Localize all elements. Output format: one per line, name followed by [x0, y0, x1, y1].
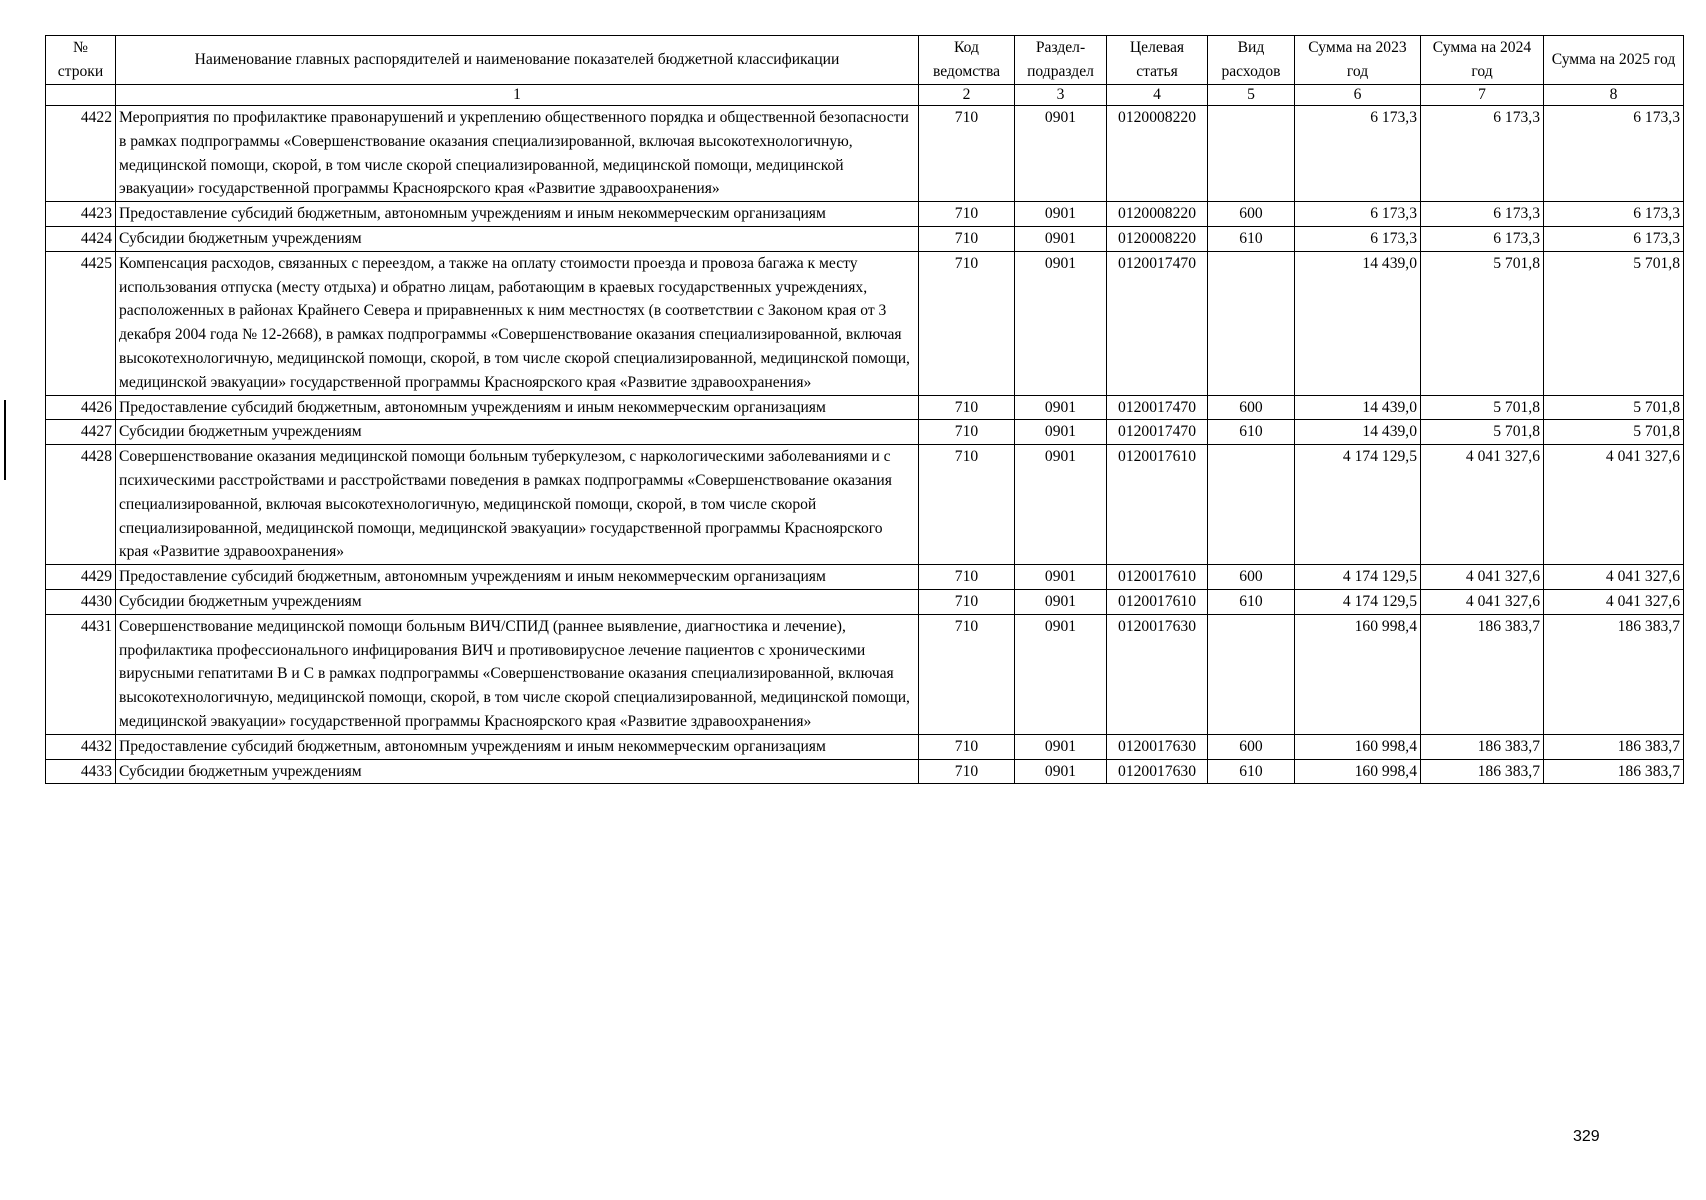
column-number: 5	[1208, 85, 1295, 106]
row-department-code: 710	[919, 251, 1015, 395]
column-number: 1	[116, 85, 919, 106]
row-name: Компенсация расходов, связанных с переездом, а также на оплату стоимости проезда и провоза багажа к месту использования отпуска (месту отдыха) и обратно лицам, работающим в краевых государственных учреждениях, расположенных в районах Крайнего Севера и приравненных к ним местностях (в соответствии с Законом края от 3 декабря 2004 года № 12-2668), в рамках подпрограммы «Совершенствование оказания специализированной, включая высокотехнологичную, медицинской помощи, скорой, в том числе скорой специализированной, медицинской помощи, медицинской эвакуации» государственной программы Красноярского края «Развитие здравоохранения»	[116, 251, 919, 395]
row-department-code: 710	[919, 734, 1015, 759]
row-sum-2023: 160 998,4	[1295, 614, 1421, 734]
row-number: 4431	[46, 614, 116, 734]
row-expense-kind	[1208, 445, 1295, 565]
row-sum-2024: 186 383,7	[1421, 734, 1544, 759]
row-department-code: 710	[919, 759, 1015, 784]
row-name: Субсидии бюджетным учреждениям	[116, 759, 919, 784]
row-sum-2025: 4 041 327,6	[1544, 565, 1684, 590]
header-sum-2023: Сумма на 2023 год	[1295, 36, 1421, 85]
column-number: 4	[1107, 85, 1208, 106]
row-section: 0901	[1015, 106, 1107, 202]
row-sum-2023: 6 173,3	[1295, 202, 1421, 227]
row-number: 4426	[46, 395, 116, 420]
row-department-code: 710	[919, 202, 1015, 227]
row-name: Предоставление субсидий бюджетным, автономным учреждениям и иным некоммерческим организациям	[116, 734, 919, 759]
row-department-code: 710	[919, 614, 1015, 734]
table-row	[46, 734, 1684, 759]
header-row	[46, 36, 1684, 85]
row-sum-2024: 5 701,8	[1421, 395, 1544, 420]
row-name: Мероприятия по профилактике правонарушений и укреплению общественного порядка и общественной безопасности в рамках подпрограммы «Совершенствование оказания специализированной, включая высокотехнологичную, медицинской помощи, скорой, в том числе скорой специализированной, медицинской помощи, медицинской эвакуации» государственной программы Красноярского края «Развитие здравоохранения»	[116, 106, 919, 202]
row-sum-2025: 6 173,3	[1544, 202, 1684, 227]
row-expense-kind	[1208, 614, 1295, 734]
row-name: Предоставление субсидий бюджетным, автономным учреждениям и иным некоммерческим организациям	[116, 395, 919, 420]
row-sum-2023: 4 174 129,5	[1295, 589, 1421, 614]
header-name: Наименование главных распорядителей и наименование показателей бюджетной классификации	[116, 36, 919, 85]
row-sum-2025: 186 383,7	[1544, 614, 1684, 734]
column-number: 2	[919, 85, 1015, 106]
table-row	[46, 395, 1684, 420]
table-row	[46, 106, 1684, 202]
row-target-article: 0120017470	[1107, 395, 1208, 420]
row-department-code: 710	[919, 565, 1015, 590]
row-target-article: 0120008220	[1107, 226, 1208, 251]
row-number: 4427	[46, 420, 116, 445]
row-section: 0901	[1015, 251, 1107, 395]
row-target-article: 0120017630	[1107, 759, 1208, 784]
row-expense-kind: 600	[1208, 202, 1295, 227]
row-target-article: 0120017610	[1107, 565, 1208, 590]
column-number: 6	[1295, 85, 1421, 106]
header-kind: Вид расходов	[1208, 36, 1295, 85]
table-row	[46, 445, 1684, 565]
row-department-code: 710	[919, 420, 1015, 445]
row-expense-kind: 600	[1208, 395, 1295, 420]
row-expense-kind: 610	[1208, 420, 1295, 445]
table-row	[46, 589, 1684, 614]
row-number: 4424	[46, 226, 116, 251]
row-number: 4432	[46, 734, 116, 759]
row-section: 0901	[1015, 614, 1107, 734]
row-sum-2024: 5 701,8	[1421, 420, 1544, 445]
row-department-code: 710	[919, 226, 1015, 251]
row-sum-2024: 6 173,3	[1421, 226, 1544, 251]
row-sum-2025: 4 041 327,6	[1544, 445, 1684, 565]
row-name: Совершенствование медицинской помощи больным ВИЧ/СПИД (раннее выявление, диагностика и лечение), профилактика профессионального инфицирования ВИЧ и противовирусное лечение пациентов с хроническими вирусными гепатитами В и С в рамках подпрограммы «Совершенствование оказания специализированной, включая высокотехнологичную, медицинской помощи, скорой, в том числе скорой специализированной, медицинской помощи, медицинской эвакуации» государственной программы Красноярского края «Развитие здравоохранения»	[116, 614, 919, 734]
row-section: 0901	[1015, 226, 1107, 251]
row-sum-2025: 4 041 327,6	[1544, 589, 1684, 614]
header-sum-2024: Сумма на 2024 год	[1421, 36, 1544, 85]
row-department-code: 710	[919, 445, 1015, 565]
row-sum-2024: 4 041 327,6	[1421, 589, 1544, 614]
margin-mark	[4, 400, 6, 480]
row-number: 4428	[46, 445, 116, 565]
row-sum-2023: 160 998,4	[1295, 759, 1421, 784]
budget-sheet	[45, 35, 1683, 784]
column-number: 7	[1421, 85, 1544, 106]
header-code: Код ведомства	[919, 36, 1015, 85]
table-row	[46, 420, 1684, 445]
row-sum-2024: 4 041 327,6	[1421, 445, 1544, 565]
row-sum-2025: 186 383,7	[1544, 734, 1684, 759]
row-expense-kind: 610	[1208, 589, 1295, 614]
row-section: 0901	[1015, 589, 1107, 614]
row-target-article: 0120017630	[1107, 614, 1208, 734]
row-department-code: 710	[919, 395, 1015, 420]
row-sum-2024: 4 041 327,6	[1421, 565, 1544, 590]
row-section: 0901	[1015, 759, 1107, 784]
table-row	[46, 565, 1684, 590]
row-expense-kind: 600	[1208, 734, 1295, 759]
row-name: Предоставление субсидий бюджетным, автономным учреждениям и иным некоммерческим организациям	[116, 202, 919, 227]
column-number	[46, 85, 116, 106]
row-sum-2025: 186 383,7	[1544, 759, 1684, 784]
row-sum-2023: 14 439,0	[1295, 251, 1421, 395]
row-section: 0901	[1015, 202, 1107, 227]
header-section: Раздел-подраздел	[1015, 36, 1107, 85]
row-target-article: 0120017610	[1107, 589, 1208, 614]
row-sum-2024: 186 383,7	[1421, 759, 1544, 784]
row-sum-2023: 14 439,0	[1295, 395, 1421, 420]
table-row	[46, 226, 1684, 251]
row-name: Совершенствование оказания медицинской помощи больным туберкулезом, с наркологическими заболеваниями и с психическими расстройствами и расстройствами поведения в рамках подпрограммы «Совершенствование оказания специализированной, включая высокотехнологичную, медицинской помощи, скорой, в том числе скорой специализированной, медицинской помощи, медицинской эвакуации» государственной программы Красноярского края «Развитие здравоохранения»	[116, 445, 919, 565]
column-number: 8	[1544, 85, 1684, 106]
row-target-article: 0120017630	[1107, 734, 1208, 759]
row-section: 0901	[1015, 420, 1107, 445]
row-number: 4430	[46, 589, 116, 614]
row-number: 4423	[46, 202, 116, 227]
row-sum-2023: 4 174 129,5	[1295, 445, 1421, 565]
row-sum-2023: 160 998,4	[1295, 734, 1421, 759]
row-expense-kind: 610	[1208, 759, 1295, 784]
row-number: 4422	[46, 106, 116, 202]
row-number: 4429	[46, 565, 116, 590]
row-sum-2024: 5 701,8	[1421, 251, 1544, 395]
row-target-article: 0120008220	[1107, 106, 1208, 202]
row-department-code: 710	[919, 106, 1015, 202]
row-target-article: 0120008220	[1107, 202, 1208, 227]
row-number: 4425	[46, 251, 116, 395]
row-section: 0901	[1015, 395, 1107, 420]
row-sum-2023: 6 173,3	[1295, 106, 1421, 202]
row-sum-2025: 6 173,3	[1544, 226, 1684, 251]
row-name: Субсидии бюджетным учреждениям	[116, 420, 919, 445]
row-section: 0901	[1015, 565, 1107, 590]
row-target-article: 0120017470	[1107, 420, 1208, 445]
row-expense-kind	[1208, 106, 1295, 202]
row-number: 4433	[46, 759, 116, 784]
header-row-no: № строки	[46, 36, 116, 85]
row-name: Субсидии бюджетным учреждениям	[116, 589, 919, 614]
row-sum-2025: 5 701,8	[1544, 395, 1684, 420]
table-row	[46, 614, 1684, 734]
row-sum-2025: 5 701,8	[1544, 420, 1684, 445]
row-sum-2024: 186 383,7	[1421, 614, 1544, 734]
table-row	[46, 202, 1684, 227]
header-sum-2025: Сумма на 2025 год	[1544, 36, 1684, 85]
table-row	[46, 251, 1684, 395]
row-section: 0901	[1015, 734, 1107, 759]
column-number-row	[46, 85, 1684, 106]
row-name: Предоставление субсидий бюджетным, автономным учреждениям и иным некоммерческим организациям	[116, 565, 919, 590]
row-department-code: 710	[919, 589, 1015, 614]
column-number: 3	[1015, 85, 1107, 106]
row-sum-2023: 6 173,3	[1295, 226, 1421, 251]
page-number: 329	[1573, 1128, 1600, 1145]
row-sum-2025: 6 173,3	[1544, 106, 1684, 202]
row-sum-2024: 6 173,3	[1421, 106, 1544, 202]
row-section: 0901	[1015, 445, 1107, 565]
row-target-article: 0120017470	[1107, 251, 1208, 395]
table-row	[46, 759, 1684, 784]
header-target: Целевая статья	[1107, 36, 1208, 85]
budget-table	[45, 35, 1684, 784]
row-expense-kind	[1208, 251, 1295, 395]
row-expense-kind: 610	[1208, 226, 1295, 251]
row-sum-2023: 14 439,0	[1295, 420, 1421, 445]
row-name: Субсидии бюджетным учреждениям	[116, 226, 919, 251]
row-sum-2025: 5 701,8	[1544, 251, 1684, 395]
row-expense-kind: 600	[1208, 565, 1295, 590]
row-sum-2023: 4 174 129,5	[1295, 565, 1421, 590]
row-sum-2024: 6 173,3	[1421, 202, 1544, 227]
row-target-article: 0120017610	[1107, 445, 1208, 565]
